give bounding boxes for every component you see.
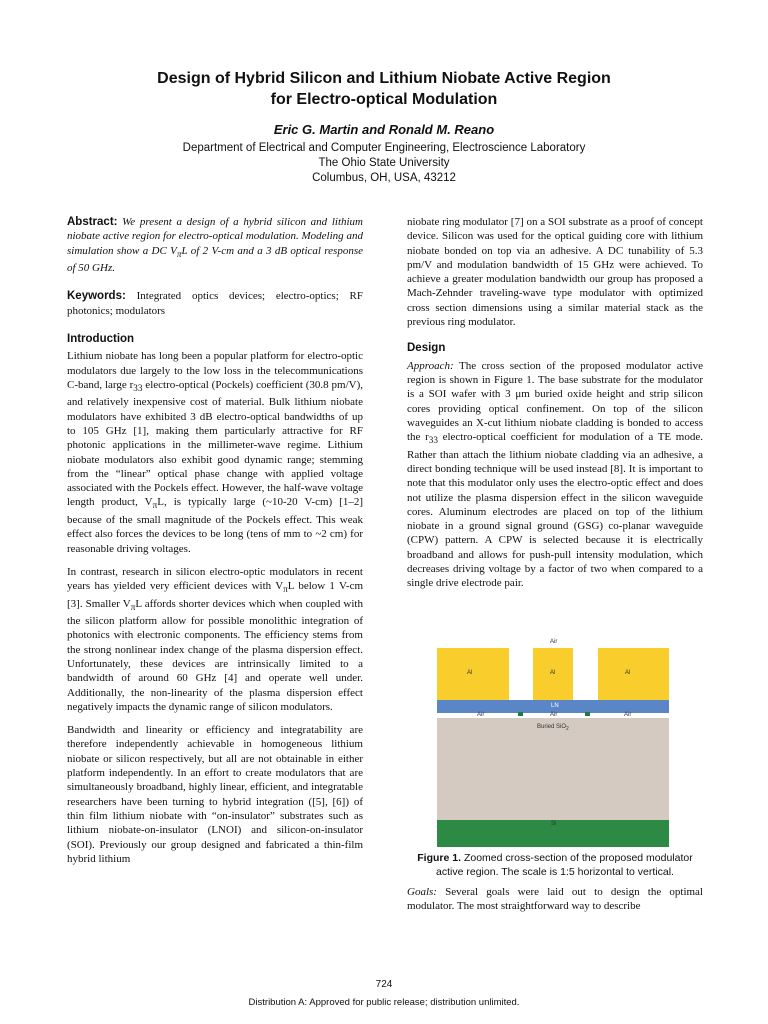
intro-p2-part-c: L affords shorter devices which when coupled with the silicon platform allow for possible monolithic integration of photonics with electronic components. The efficiency stems from the strong nonlinear index change of the plasma dispersion effect. Unfortunately, these devices are intrinsically limited to a bandwidth of around 60 GHz [4] and operate well under. Additionally, the non-linearity of the plasma dispersion effect negatively impacts the dynamic range of silicon modulators. — [67, 597, 363, 713]
approach-part-a: The cross section of the proposed modulator active region is shown in Figure 1. The base substrate for the modulator is a SOI wafer with 3 μm buried oxide height and strip silicon cores providing optical confinement. On top of the silicon waveguides an X-cut lithium niobate cladding is bonded to access the r — [407, 359, 703, 444]
figure-caption-label: Figure 1. — [417, 852, 462, 864]
figure-1-caption — [407, 852, 703, 879]
right-column — [407, 215, 703, 600]
al-left-label: Al — [467, 670, 473, 676]
title-line-2: for Electro-optical Modulation — [270, 91, 498, 108]
al-right-label: Al — [625, 670, 631, 676]
page-number: 724 — [375, 979, 393, 990]
abstract-text-2: L of 2 V-cm and a 3 dB optical response of 50 GHz. — [67, 244, 363, 275]
pi-subscript: π — [152, 500, 158, 511]
abstract-text-1: We present a design of a hybrid silicon and lithium niobate active region for electro-optical modulation. Modeling and simulation show a DC V — [67, 216, 363, 257]
intro-paragraph-1 — [67, 349, 363, 556]
intro-p1-part-c: L, is typically large (~10-20 V-cm) [1–2] because of the small magnitude of the Pockels effect. This weak effect also forces the devices to be long (tens of mm to ~2 cm) for reasonable driving voltages. — [67, 496, 364, 555]
goals-label: Goals: — [407, 886, 437, 898]
approach-part-b: electro-optical coefficient for modulation of a TE mode. Rather than attach the lithium niobate cladding via an adhesive, a direct bonding technique will be used instead [8]. It is important to note that this modulator only uses the electro-optic effect and does not utilize the plasma dispersion effect in the silicon waveguide cores. Aluminum electrodes are placed on top of the lithium niobate in a ground signal ground (GSG) co-planar waveguide (CPW) pattern. A CPW is selected because it is electrically broadband and allows for push-pull intensity modulation, which decreases driving voltage by a factor of two when compared to a single drive electrode pair. — [407, 431, 703, 590]
affiliation-department: Department of Electrical and Computer Engineering, Electroscience Laboratory — [182, 142, 586, 154]
figure-caption-text: Zoomed cross-section of the proposed modulator active region. The scale is 1:5 horizontal to vertical. — [436, 852, 693, 878]
air-gap-label-2: Air — [550, 712, 558, 718]
title-line-1: Design of Hybrid Silicon and Lithium Niobate Active Region — [157, 70, 611, 87]
silicon-core-right — [585, 712, 590, 716]
ln-label: LN — [551, 703, 559, 709]
intro-paragraph-2 — [67, 565, 363, 714]
abstract-label: Abstract: — [67, 216, 118, 228]
intro-p2-part-a: In contrast, research in silicon electro-optic modulators in recent years has yielded very efficient devices with V — [67, 565, 363, 593]
figure-1-cross-section — [437, 639, 669, 847]
pi-subscript: π — [130, 601, 136, 612]
ring-modulator-paragraph: niobate ring modulator [7] on a SOI substrate as a proof of concept device. Silicon was used for the optical guiding core with lithium niobate bonded on top via an adhesive. A DC tunability of 5.3 pm/V and modulation bandwidth of 15 GHz were achieved. To achieve a greater modulation bandwidth our group has proposed a Mach-Zehnder traveling-wave type modulator with optimized cross section dimensions using a similar material stack as the previous ring modulator. — [407, 216, 703, 329]
oxide-subscript: 2 — [566, 726, 569, 733]
intro-p1-part-b: electro-optical (Pockels) coefficient (30.8 pm/V), and relatively inexpensive cost of material. Bulk lithium niobate modulators have exhibited 3 dB electro-optical bandwidths of up to 105 GHz [1], making them particularly attractive for RF photonic applications in the millimeter-wave regime. Lithium niobate modulators also exhibit good dynamic range; stemming from the “linear” optical phase change with applied voltage associated with the Pockels effect. However, the half-wave voltage length product, V — [67, 378, 363, 509]
air-gap-label-3: Air — [624, 712, 632, 718]
r33-subscript: 33 — [133, 383, 143, 394]
silicon-core-left — [518, 712, 523, 716]
design-heading: Design — [407, 342, 446, 355]
r33-subscript: 33 — [428, 435, 438, 446]
approach-paragraph — [407, 359, 703, 591]
abstract — [67, 215, 363, 275]
approach-label: Approach: — [407, 359, 454, 372]
air-gap-label-1: Air — [477, 712, 485, 718]
intro-p2-part-b: L below 1 V-cm [3]. Smaller V — [67, 580, 364, 610]
air-top-label: Air — [550, 639, 558, 645]
buried-oxide-label — [537, 724, 569, 732]
intro-p1-part-a: Lithium niobate has long been a popular platform for electro-optic modulators due largely to the low loss in the telecommunications C-band, large r — [67, 350, 363, 391]
buried-oxide-text: Buried SiO — [537, 724, 567, 730]
paper-title — [0, 68, 768, 110]
distribution-statement: Distribution A: Approved for public release; distribution unlimited. — [248, 997, 520, 1008]
intro-paragraph-3: Bandwidth and linearity or efficiency and integratability are therefore independently achievable in homogeneous lithium niobate or silicon respectively, but all are not obtainable in either platform independently. In an effort to create modulators that are simultaneously broadband, highly linear, efficient, and integratable researchers have been turning to hybrid integration ([5], [6]) of thin film lithium niobate with “on-insulator” substrates such as lithium niobate-on-insulator (LNOI) and silicon-on-insulator (SOI). Previously our group designed and fabricated a thin-film hybrid lithium — [67, 724, 363, 865]
al-center-label: Al — [550, 670, 556, 676]
goals-paragraph — [407, 885, 703, 914]
authors: Eric G. Martin and Ronald M. Reano — [273, 122, 495, 137]
affiliation-university: The Ohio State University — [318, 157, 450, 169]
pi-subscript: π — [176, 248, 182, 259]
pi-subscript: π — [283, 584, 288, 595]
ground-electrode-left — [437, 648, 509, 700]
keywords-label: Keywords: — [67, 290, 126, 303]
affiliation-address: Columbus, OH, USA, 43212 — [312, 172, 456, 184]
keywords — [67, 289, 363, 318]
si-label: Si — [551, 821, 557, 827]
goals-text: Several goals were laid out to design the optimal modulator. The most straightforward way to describe — [407, 886, 703, 913]
intro-heading: Introduction — [67, 332, 135, 345]
ground-electrode-right — [598, 648, 669, 700]
left-column — [67, 215, 363, 875]
keywords-text: Integrated optics devices; electro-optics; RF photonics; modulators — [67, 290, 364, 317]
